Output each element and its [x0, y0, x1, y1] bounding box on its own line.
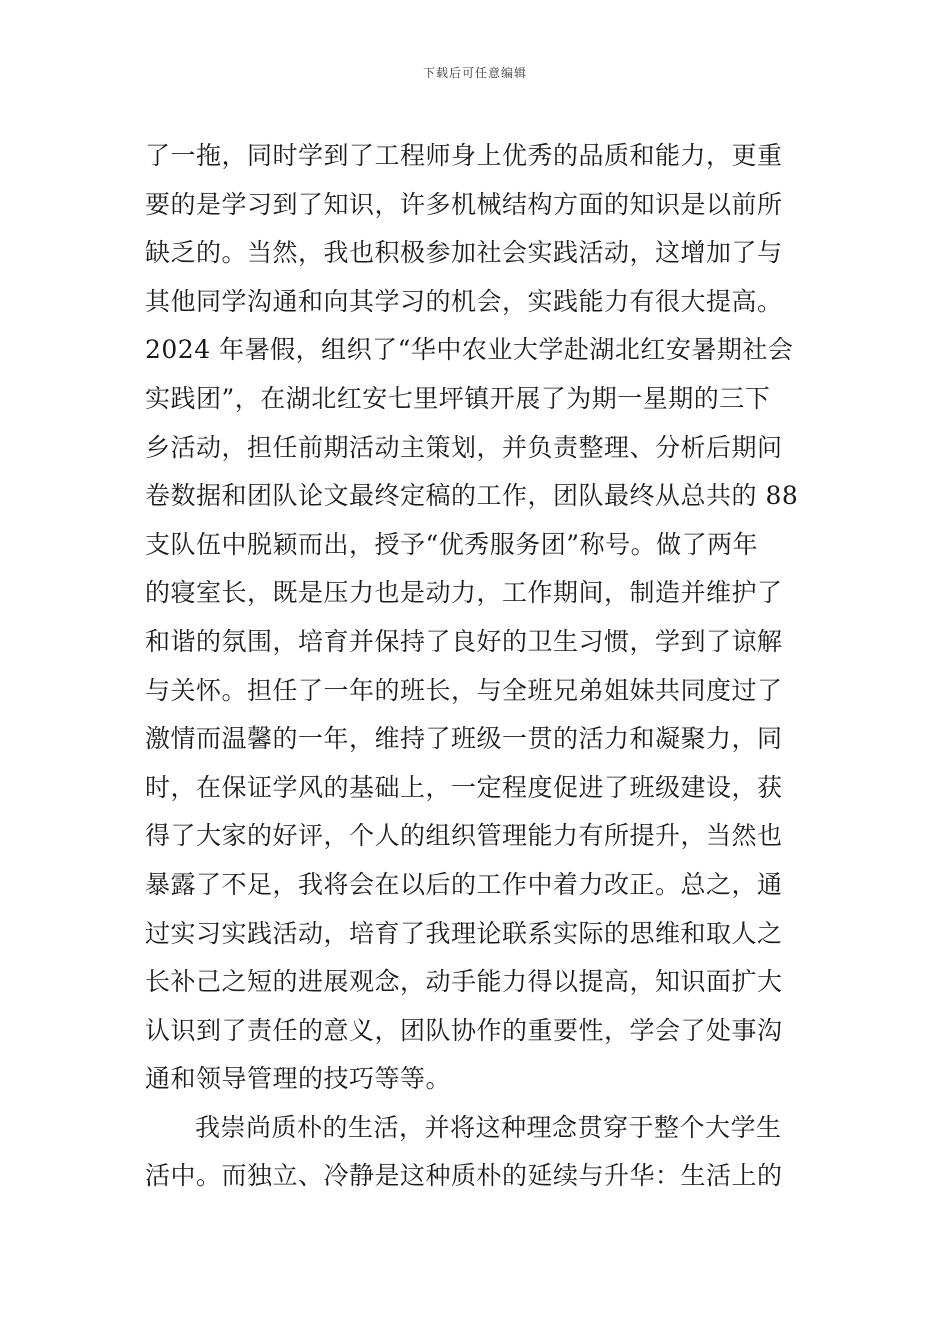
- paragraph-1: [145, 132, 825, 1104]
- body-text: [145, 132, 825, 1201]
- text-line: 通和领导管理的技巧等等。: [145, 1064, 452, 1094]
- text-line: 实践团”，在湖北红安七里坪镇开展了为期一星期的三下: [145, 383, 771, 413]
- text-line: 的寝室长，既是压力也是动力，工作期间，制造并维护了: [145, 578, 783, 608]
- text-line: 认识到了责任的意义，团队协作的重要性，学会了处事沟: [145, 1015, 783, 1045]
- text-line: 得了大家的好评，个人的组织管理能力有所提升，当然也: [145, 821, 783, 851]
- text-line: 缺乏的。当然，我也积极参加社会实践活动，这增加了与: [145, 238, 783, 268]
- text-line: 了一拖，同时学到了工程师身上优秀的品质和能力，更重: [145, 141, 783, 170]
- text-line: 活中。而独立、冷静是这种质朴的延续与升华：生活上的: [145, 1161, 783, 1191]
- text-line: 激情而温馨的一年，维持了班级一贯的活力和凝聚力，同: [145, 724, 783, 754]
- text-line: 与关怀。担任了一年的班长，与全班兄弟姐妹共同度过了: [145, 675, 783, 705]
- text-line: 2024 年暑假，组织了“华中农业大学赴湖北红安暑期社会: [145, 335, 794, 365]
- text-line: 卷数据和团队论文最终定稿的工作，团队最终从总共的 88: [145, 481, 799, 511]
- page-header: 下载后可任意编辑: [422, 66, 527, 80]
- text-line: 我崇尚质朴的生活，并将这种理念贯穿于整个大学生: [195, 1112, 782, 1142]
- text-line: 和谐的氛围，培育并保持了良好的卫生习惯，学到了谅解: [145, 626, 783, 656]
- text-line: 长补己之短的进展观念，动手能力得以提高，知识面扩大: [145, 967, 783, 997]
- paragraph-2: [145, 1104, 825, 1201]
- text-line: 其他同学沟通和向其学习的机会，实践能力有很大提高。: [145, 286, 783, 316]
- text-line: 支队伍中脱颖而出，授予“优秀服务团”称号。做了两年: [145, 529, 759, 559]
- text-line: 要的是学习到了知识，许多机械结构方面的知识是以前所: [145, 189, 783, 219]
- text-line: 暴露了不足，我将会在以后的工作中着力改正。总之，通: [145, 869, 783, 899]
- text-line: 乡活动，担任前期活动主策划，并负责整理、分析后期问: [145, 432, 783, 462]
- text-line: 时，在保证学风的基础上，一定程度促进了班级建设，获: [145, 772, 783, 802]
- text-line: 过实习实践活动，培育了我理论联系实际的思维和取人之: [145, 918, 783, 948]
